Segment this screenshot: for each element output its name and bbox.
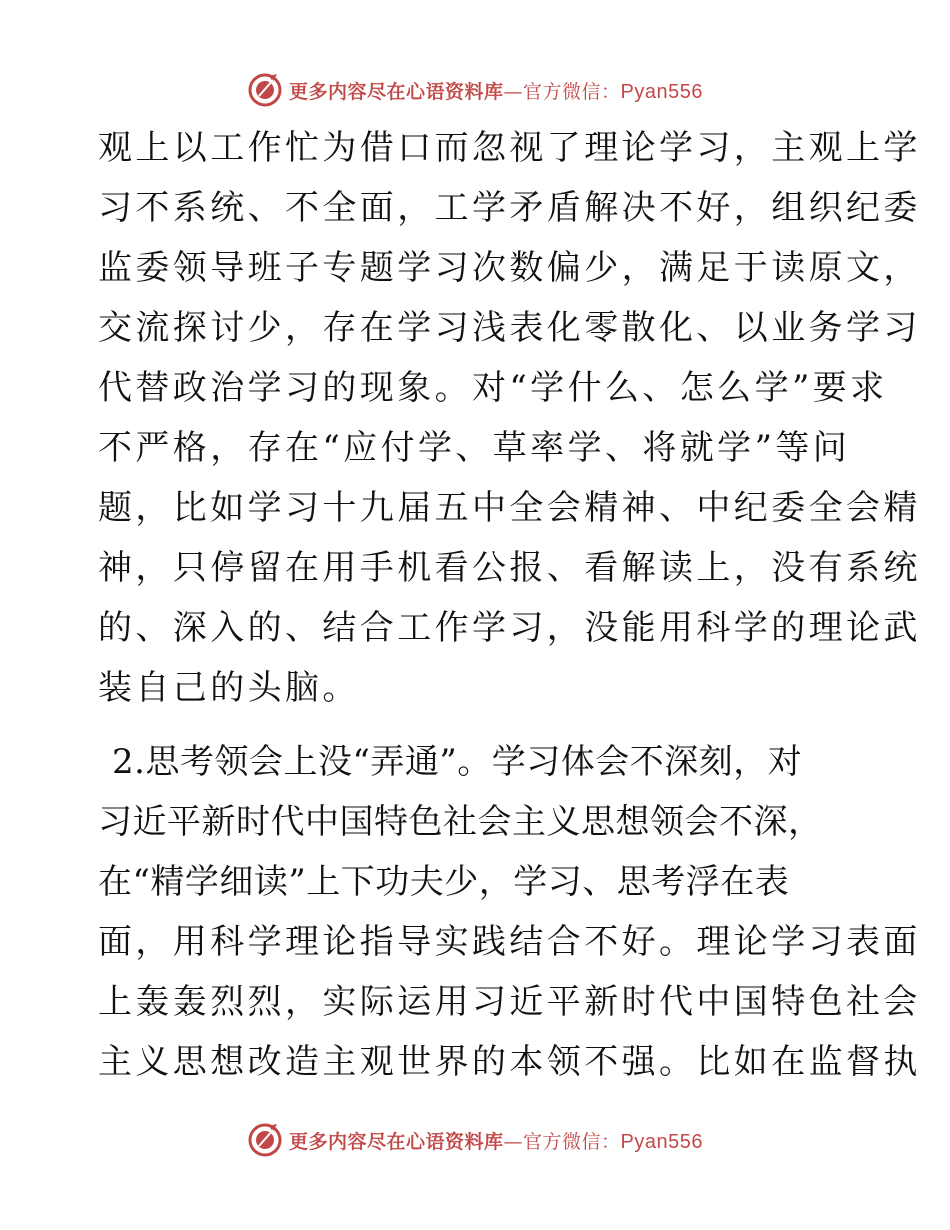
text-line: 主义思想改造主观世界的本领不强。比如在监督执: [98, 1042, 921, 1082]
text-line: 习不系统、不全面，工学矛盾解决不好，组织纪委: [98, 188, 921, 228]
quill-logo-icon: [247, 72, 283, 108]
text-line: 观上以工作忙为借口而忽视了理论学习，主观上学: [98, 128, 921, 168]
text-line: 上轰轰烈烈，实际运用习近平新时代中国特色社会: [98, 982, 921, 1022]
header-watermark: [0, 70, 950, 110]
paragraph-gap: [98, 718, 858, 732]
watermark-main-text: 更多内容尽在心语资料库: [289, 1130, 504, 1153]
text-line: 面，用科学理论指导实践结合不好。理论学习表面: [98, 922, 921, 962]
watermark-dash: —: [503, 80, 524, 103]
paragraph-2: [98, 732, 921, 1092]
document-body: [98, 118, 921, 1092]
text-line: 题，比如学习十九届五中全会精神、中纪委全会精: [98, 488, 921, 528]
watermark-main-text: 更多内容尽在心语资料库: [289, 80, 504, 103]
text-line: 神，只停留在用手机看公报、看解读上，没有系统: [98, 548, 921, 588]
text-line: 监委领导班子专题学习次数偏少，满足于读原文，: [98, 248, 921, 288]
text-line: 在“精学细读”上下功夫少，学习、思考浮在表: [98, 862, 790, 902]
text-line: 代替政治学习的现象。对“学什么、怎么学”要求: [98, 368, 888, 408]
text-line: 不严格，存在“应付学、草率学、将就学”等问: [98, 428, 851, 468]
text-line: 装自己的头脑。: [98, 668, 360, 708]
watermark-contact-label: 官方微信：: [523, 1130, 621, 1153]
watermark-handle: Pyan556: [620, 80, 703, 103]
text-line: 2.思考领会上没“弄通”。学习体会不深刻，对: [112, 742, 803, 782]
paragraph-1: [98, 118, 921, 718]
watermark-contact-label: 官方微信：: [523, 80, 621, 103]
text-line: 的、深入的、结合工作学习，没能用科学的理论武: [98, 608, 921, 648]
footer-watermark: [0, 1120, 950, 1160]
watermark-dash: —: [503, 1130, 524, 1153]
watermark-handle: Pyan556: [620, 1130, 703, 1153]
text-line: 交流探讨少，存在学习浅表化零散化、以业务学习: [98, 308, 921, 348]
text-line: 习近平新时代中国特色社会主义思想领会不深，: [98, 802, 823, 842]
quill-logo-icon: [247, 1122, 283, 1158]
